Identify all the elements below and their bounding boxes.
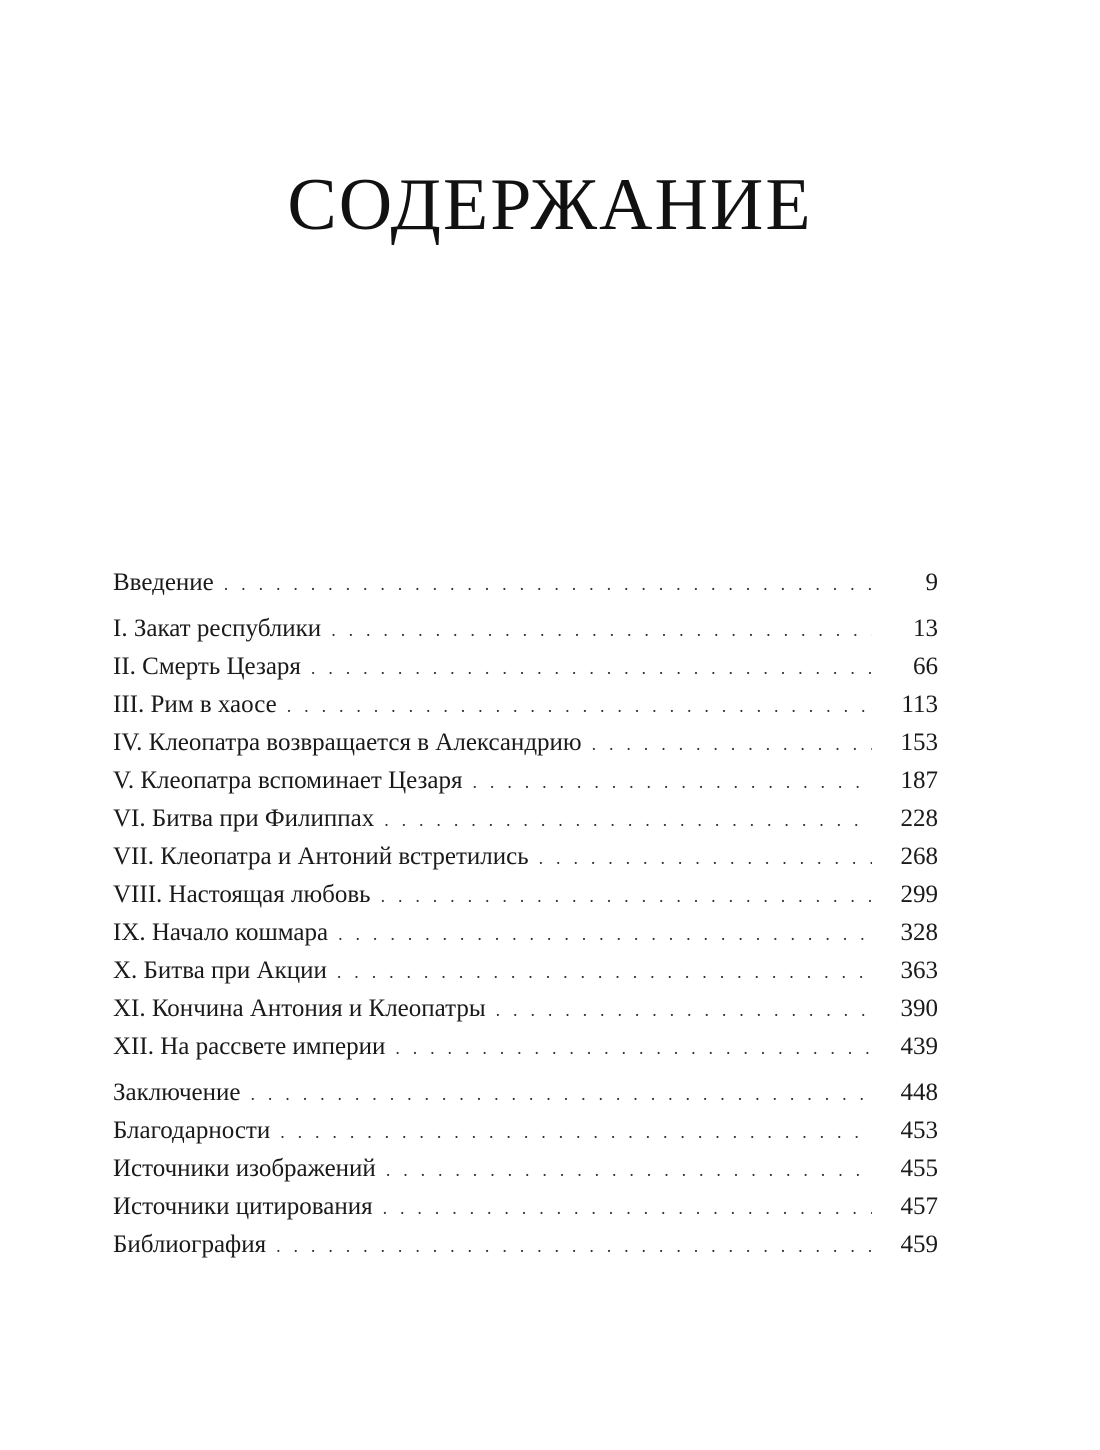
table-of-contents bbox=[113, 564, 938, 1264]
toc-entry-page: 439 bbox=[900, 1033, 938, 1060]
dot-leader bbox=[395, 1029, 872, 1067]
toc-entry[interactable] bbox=[113, 724, 938, 762]
toc-entry-title: Благодарности bbox=[113, 1117, 271, 1144]
toc-entry-title: XI. Кончина Антония и Клеопатры bbox=[113, 995, 486, 1022]
dot-leader bbox=[383, 1189, 872, 1227]
dot-leader bbox=[384, 801, 872, 839]
toc-entry-page: 187 bbox=[900, 767, 938, 794]
dot-leader bbox=[287, 687, 872, 725]
toc-entry-page: 66 bbox=[913, 653, 938, 680]
toc-entry-page: 153 bbox=[900, 729, 938, 756]
toc-entry-page: 13 bbox=[913, 615, 938, 642]
toc-entry-page: 390 bbox=[900, 995, 938, 1022]
toc-entry[interactable] bbox=[113, 1188, 938, 1226]
toc-entry[interactable] bbox=[113, 610, 938, 648]
toc-entry[interactable] bbox=[113, 1226, 938, 1264]
toc-entry-title: Введение bbox=[113, 569, 214, 596]
dot-leader bbox=[276, 1227, 872, 1265]
toc-entry[interactable] bbox=[113, 800, 938, 838]
toc-entry[interactable] bbox=[113, 762, 938, 800]
dot-leader bbox=[280, 1113, 872, 1151]
toc-entry-title: VI. Битва при Филиппах bbox=[113, 805, 375, 832]
toc-entry-page: 448 bbox=[900, 1079, 938, 1106]
dot-leader bbox=[337, 953, 872, 991]
toc-entry[interactable] bbox=[113, 564, 938, 602]
toc-entry[interactable] bbox=[113, 1150, 938, 1188]
toc-entry-title: Источники изображений bbox=[113, 1155, 376, 1182]
toc-entry-title: VIII. Настоящая любовь bbox=[113, 881, 371, 908]
toc-entry-page: 455 bbox=[900, 1155, 938, 1182]
toc-entry-title: VII. Клеопатра и Антоний встретились bbox=[113, 843, 529, 870]
toc-entry-title: Источники цитирования bbox=[113, 1193, 373, 1220]
toc-entry[interactable] bbox=[113, 990, 938, 1028]
dot-leader bbox=[224, 565, 872, 603]
toc-entry-page: 268 bbox=[900, 843, 938, 870]
toc-entry-page: 328 bbox=[900, 919, 938, 946]
toc-entry[interactable] bbox=[113, 838, 938, 876]
toc-entry-page: 299 bbox=[900, 881, 938, 908]
dot-leader bbox=[386, 1151, 872, 1189]
toc-entry-title: III. Рим в хаосе bbox=[113, 691, 277, 718]
dot-leader bbox=[251, 1075, 873, 1113]
toc-entry-title: Заключение bbox=[113, 1079, 241, 1106]
toc-entry[interactable] bbox=[113, 914, 938, 952]
toc-entry[interactable] bbox=[113, 648, 938, 686]
toc-entry[interactable] bbox=[113, 686, 938, 724]
toc-entry-title: V. Клеопатра вспоминает Цезаря bbox=[113, 767, 463, 794]
toc-entry-page: 459 bbox=[900, 1231, 938, 1258]
toc-entry-title: IV. Клеопатра возвращается в Александрию bbox=[113, 729, 582, 756]
toc-entry[interactable] bbox=[113, 1112, 938, 1150]
toc-entry-page: 9 bbox=[925, 569, 938, 596]
dot-leader bbox=[311, 649, 872, 687]
toc-entry-title: II. Смерть Цезаря bbox=[113, 653, 301, 680]
toc-entry-page: 453 bbox=[900, 1117, 938, 1144]
dot-leader bbox=[331, 611, 872, 649]
toc-entry-title: XII. На рассвете империи bbox=[113, 1033, 386, 1060]
toc-entry[interactable] bbox=[113, 1028, 938, 1066]
page-title: СОДЕРЖАНИЕ bbox=[287, 164, 813, 246]
toc-entry-page: 228 bbox=[900, 805, 938, 832]
dot-leader bbox=[496, 991, 872, 1029]
toc-entry-title: Библиография bbox=[113, 1231, 267, 1258]
dot-leader bbox=[381, 877, 872, 915]
toc-entry-title: I. Закат республики bbox=[113, 615, 322, 642]
toc-entry[interactable] bbox=[113, 1074, 938, 1112]
toc-entry[interactable] bbox=[113, 876, 938, 914]
toc-entry[interactable] bbox=[113, 952, 938, 990]
toc-entry-title: IX. Начало кошмара bbox=[113, 919, 329, 946]
toc-entry-page: 363 bbox=[900, 957, 938, 984]
toc-entry-page: 457 bbox=[900, 1193, 938, 1220]
toc-entry-title: X. Битва при Акции bbox=[113, 957, 327, 984]
toc-entry-page: 113 bbox=[901, 691, 938, 718]
dot-leader bbox=[539, 839, 872, 877]
dot-leader bbox=[473, 763, 872, 801]
dot-leader bbox=[592, 725, 872, 763]
dot-leader bbox=[338, 915, 872, 953]
